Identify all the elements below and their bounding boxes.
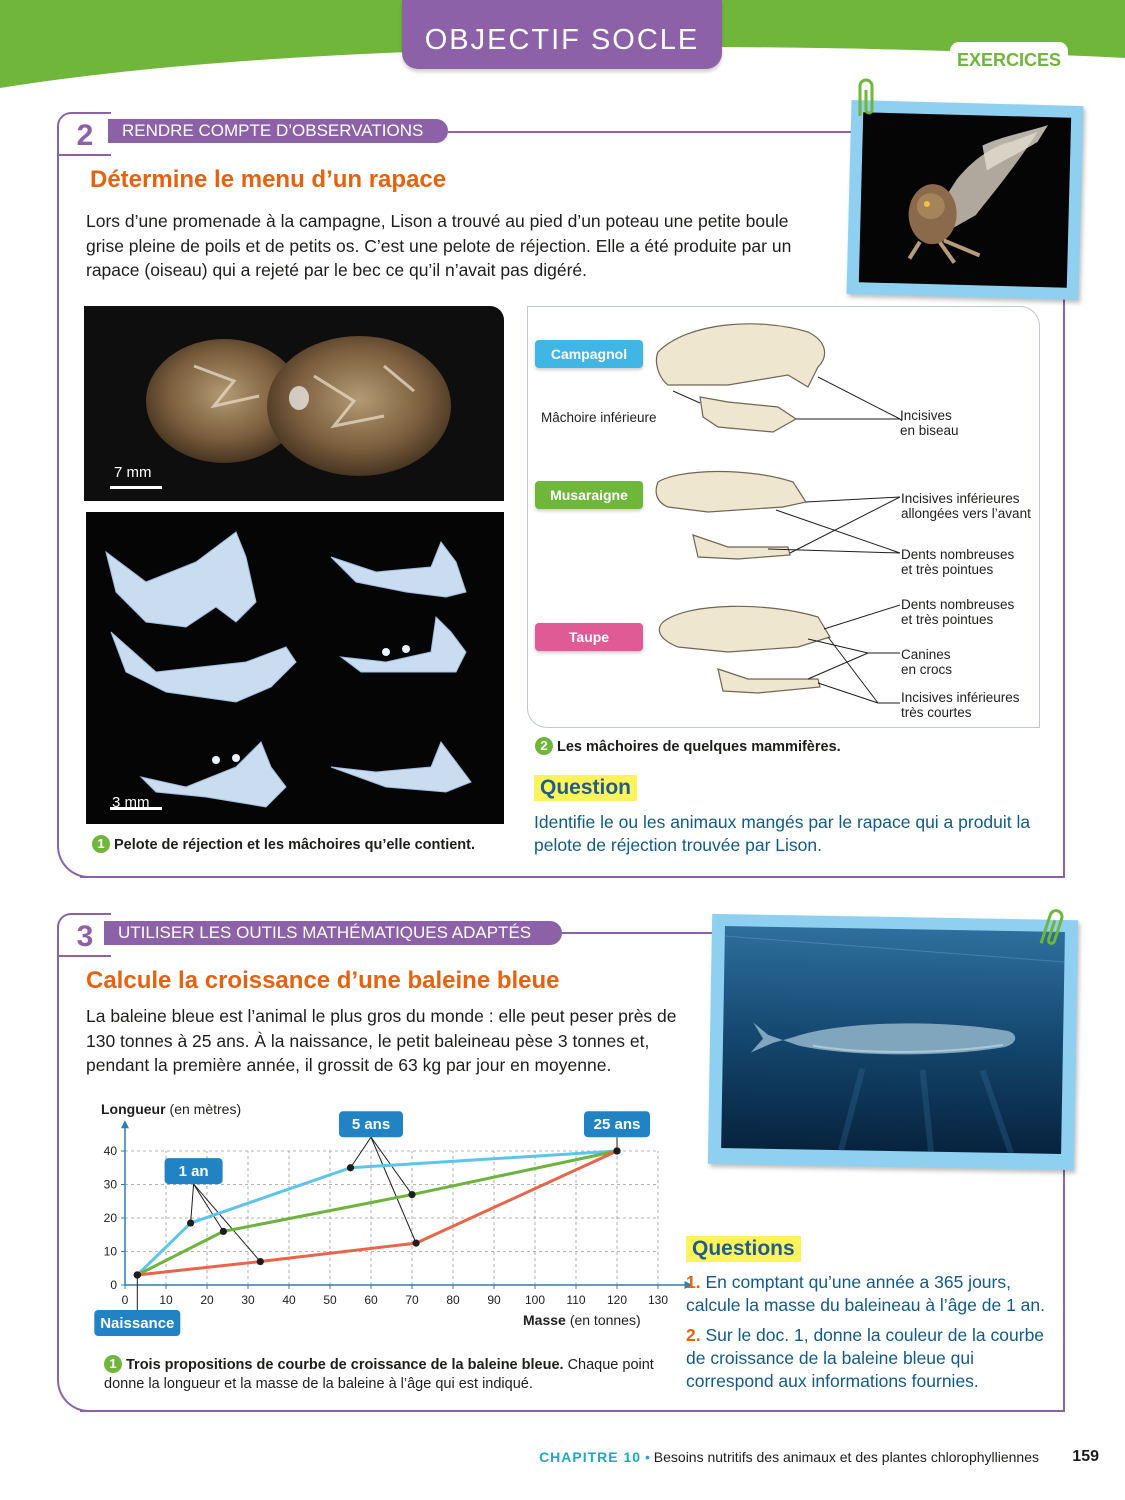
question-2 (686, 1324, 1056, 1393)
exercise-number: 3 (57, 913, 111, 957)
owl-photo-frame (847, 100, 1084, 300)
age-pointer-line (351, 1137, 372, 1168)
data-point (187, 1219, 194, 1226)
label-canines: Canines en crocs (901, 647, 953, 677)
y-tick-label: 0 (110, 1278, 117, 1292)
footer-bullet: • (644, 1449, 650, 1465)
y-tick-label: 40 (103, 1144, 117, 1158)
whale-photo-frame (708, 914, 1078, 1170)
x-tick-label: 30 (241, 1293, 255, 1307)
objectif-socle-tab: OBJECTIF SOCLE (402, 0, 722, 69)
x-tick-label: 70 (405, 1293, 419, 1307)
data-point (134, 1271, 141, 1278)
label-incisives-biseau: Incisives en biseau (900, 408, 959, 438)
age-label-text: 5 ans (351, 1116, 391, 1134)
exercise-intro: Lors d’une promenade à la campagne, Lison a trouvé au pied d’un poteau une petite boule grise pleine de poils et de petits os. C’est une pelote de réjection. Elle a été produite par un rapace (oiseau) qui a rejeté par le bec ce qu’il n’avait pas digéré. (86, 211, 792, 280)
x-tick-label: 10 (159, 1293, 173, 1307)
question-1-number: 1. (686, 1272, 701, 1292)
x-tick-label: 90 (487, 1293, 501, 1307)
x-tick-label: 130 (647, 1293, 669, 1307)
doc-number-badge: 1 (92, 835, 110, 853)
exercise-number: 2 (57, 112, 111, 156)
exercise-3-bottom-border (80, 1410, 1065, 1412)
whale-photo (721, 926, 1065, 1154)
age-pointer-line (194, 1184, 261, 1261)
y-tick-label: 20 (103, 1211, 117, 1225)
question-tag: Question (534, 775, 637, 801)
x-tick-label: 50 (323, 1293, 337, 1307)
label-incisives-allongees: Incisives inférieures allongées vers l’avant (901, 491, 1031, 521)
chart-caption-rest: Chaque point donne la longueur et la masse de la baleine à l’âge qui est indiqué. (104, 1357, 654, 1392)
y-tick-label: 30 (103, 1177, 117, 1192)
competence-label: UTILISER LES OUTILS MATHÉMATIQUES ADAPTÉS (D2) (104, 921, 562, 945)
label-dents-nombreuses-2: Dents nombreuses et très pointues (901, 597, 1015, 627)
question-2-number: 2. (686, 1325, 701, 1345)
animal-label-musaraigne: Musaraigne (535, 481, 643, 509)
data-point (220, 1228, 227, 1235)
y-tick-label: 10 (103, 1244, 117, 1259)
exercices-tab: EXERCICES (950, 42, 1068, 74)
growth-chart (90, 1097, 669, 1347)
exercise-3-right-border (1063, 1160, 1065, 1411)
label-machoire-inferieure: Mâchoire inférieure (541, 410, 657, 425)
scale-label: 7 mm (114, 464, 152, 481)
competence-line (448, 131, 858, 133)
questions-tag: Questions (686, 1236, 801, 1262)
age-label-text: 1 an (178, 1163, 209, 1181)
x-tick-label: 100 (524, 1293, 546, 1307)
x-tick-label: 110 (566, 1293, 586, 1307)
doc2-caption-text: Les mâchoires de quelques mammifères. (557, 739, 841, 755)
doc-number-badge: 1 (104, 1355, 122, 1373)
x-tick-label: 0 (121, 1293, 129, 1307)
x-axis-label: Masse (en tonnes) (523, 1312, 641, 1328)
question-1-text: En comptant qu’une année a 365 jours, calcule la masse du baleineau à l’âge de 1 an. (686, 1272, 1045, 1315)
scale-bar (110, 486, 162, 489)
age-label-text: Naissance (100, 1315, 175, 1332)
exercise-2-right-border (1063, 280, 1065, 877)
footer-chapter-number: CHAPITRE 10 (539, 1449, 642, 1465)
question-text: Identifie le ou les animaux mangés par le rapace qui a produit la pelote de réjection trouvée par Lison. (534, 812, 1031, 855)
x-tick-label: 20 (200, 1293, 214, 1307)
chart-caption (104, 1355, 664, 1394)
age-label-text: 25 ans (593, 1116, 641, 1134)
jaws-photo (86, 512, 504, 824)
x-tick-label: 120 (606, 1293, 628, 1307)
data-point (257, 1258, 264, 1265)
doc2-caption (535, 737, 955, 757)
doc1-caption (92, 835, 512, 855)
competence-line (562, 932, 712, 934)
paperclip-icon (854, 76, 878, 122)
footer-chapter (539, 1449, 1039, 1465)
x-tick-label: 80 (446, 1293, 460, 1307)
label-dents-nombreuses-1: Dents nombreuses et très pointues (901, 547, 1015, 577)
y-axis-label: Longueur (en mètres) (101, 1101, 242, 1117)
exercise-2-bottom-border (80, 876, 1065, 878)
x-tick-label: 40 (282, 1293, 296, 1307)
question-1 (686, 1271, 1056, 1317)
label-incisives-courtes: Incisives inférieures très courtes (901, 690, 1020, 720)
x-tick-label: 60 (364, 1293, 378, 1307)
data-point (613, 1147, 620, 1154)
data-point (347, 1164, 354, 1171)
data-point (408, 1191, 415, 1198)
age-pointer-line (194, 1184, 224, 1231)
data-point (413, 1240, 420, 1247)
doc-number-badge: 2 (535, 737, 553, 755)
pellet-photo (84, 306, 504, 501)
chart-caption-bold: Trois propositions de courbe de croissance de la baleine bleue. (126, 1357, 564, 1373)
question-2-text: Sur le doc. 1, donne la couleur de la courbe de croissance de la baleine bleue qui correspond aux informations fournies. (686, 1325, 1045, 1391)
page-number: 159 (1072, 1448, 1099, 1465)
animal-label-campagnol: Campagnol (535, 340, 643, 368)
animal-label-taupe: Taupe (535, 623, 643, 651)
exercise-title: Détermine le menu d’un rapace (90, 166, 447, 193)
exercise-title: Calcule la croissance d’une baleine bleue (86, 967, 560, 994)
age-pointer-line (191, 1184, 194, 1223)
doc1-caption-text: Pelote de réjection et les mâchoires qu’elle contient. (114, 837, 475, 853)
y-axis-arrow (121, 1120, 129, 1128)
owl-photo (859, 112, 1071, 287)
competence-label: RENDRE COMPTE D’OBSERVATIONS (D1) (108, 119, 448, 143)
exercise-intro: La baleine bleue est l’animal le plus gros du monde : elle peut peser près de 130 tonnes à 25 ans. À la naissance, le petit baleineau pèse 3 tonnes et, pendant la première année, il grossit de 63 kg par jour en moyenne. (86, 1006, 677, 1075)
footer-chapter-title: Besoins nutritifs des animaux et des plantes chlorophylliennes (653, 1449, 1039, 1465)
scale-label: 3 mm (112, 794, 150, 811)
